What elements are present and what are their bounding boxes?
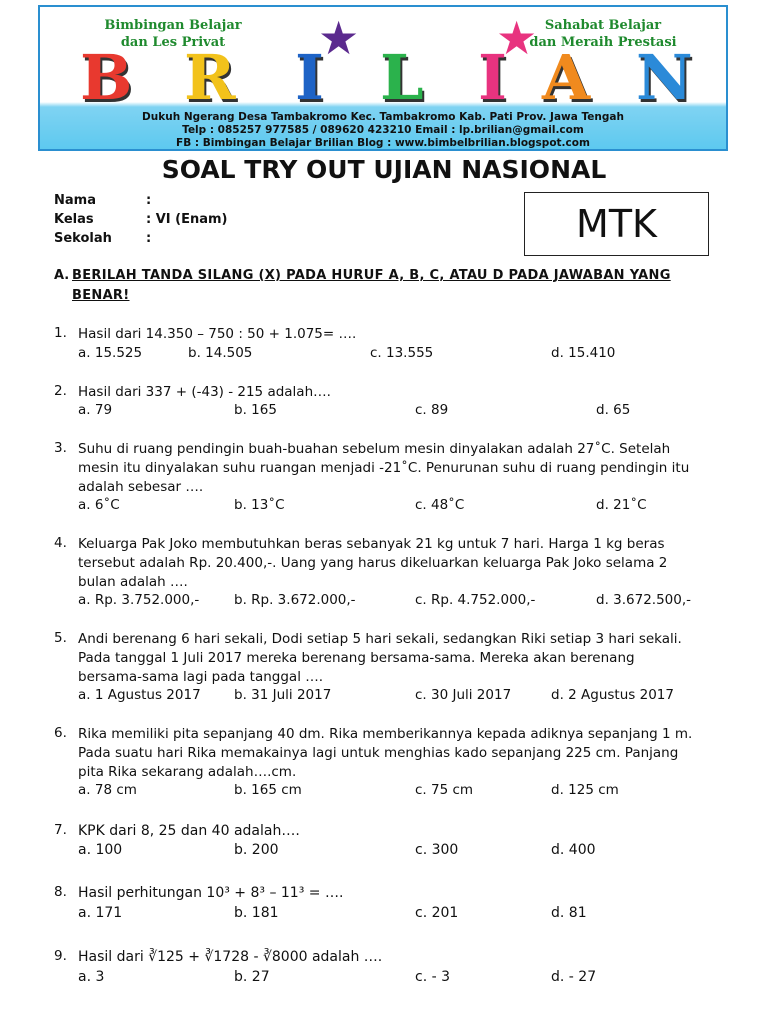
nama-label: Nama [54, 193, 96, 208]
option-d[interactable]: d. 21˚C [596, 497, 647, 513]
option-c[interactable]: c. Rp. 4.752.000,- [415, 592, 536, 608]
option-d[interactable]: d. 125 cm [551, 782, 619, 798]
option-d[interactable]: d. 81 [551, 905, 587, 921]
brand-letter: B [80, 41, 133, 114]
page-title: SOAL TRY OUT UJIAN NASIONAL [161, 155, 607, 184]
question-text: KPK dari 8, 25 dan 40 adalah…. [78, 823, 300, 839]
question-number: 1. [54, 325, 67, 341]
question-number: 8. [54, 884, 67, 900]
option-a[interactable]: a. 79 [78, 402, 113, 418]
option-d[interactable]: d. 3.672.500,- [596, 592, 692, 608]
question-text: Hasil dari 14.350 – 750 : 50 + 1.075= …. [78, 326, 357, 342]
option-d[interactable]: d. 2 Agustus 2017 [551, 687, 674, 703]
option-b[interactable]: b. 165 cm [234, 782, 302, 798]
kelas-value: : VI (Enam) [146, 212, 228, 227]
question-number: 5. [54, 630, 67, 646]
sekolah-label: Sekolah [54, 231, 112, 246]
tagline-right-text: Sahabat Belajar dan Meraih Prestasi [529, 18, 677, 50]
option-b[interactable]: b. 14.505 [188, 345, 253, 361]
question-text-line: Andi berenang 6 hari sekali, Dodi setiap 5 hari sekali, sedangkan Riki setiap 3 hari sekali. [78, 631, 682, 647]
question-text-line: Suhu di ruang pendingin buah-buahan sebelum mesin dinyalakan adalah 27˚C. Setelah [78, 441, 671, 457]
option-c[interactable]: c. 75 cm [415, 782, 474, 798]
question-text-line: Keluarga Pak Joko membutuhkan beras sebanyak 21 kg untuk 7 hari. Harga 1 kg beras [78, 536, 665, 552]
option-a[interactable]: a. 100 [78, 842, 123, 858]
question-text-line: bersama-sama lagi pada tanggal …. [78, 669, 324, 685]
question-number: 7. [54, 822, 67, 838]
option-a[interactable]: a. Rp. 3.752.000,- [78, 592, 200, 608]
option-b[interactable]: b. 31 Juli 2017 [234, 687, 332, 703]
section-letter: A. [54, 268, 70, 283]
option-c[interactable]: c. 30 Juli 2017 [415, 687, 512, 703]
option-a[interactable]: a. 1 Agustus 2017 [78, 687, 201, 703]
question-text-line: pita Rika sekarang adalah….cm. [78, 764, 297, 780]
banner-contact: Telp : 085257 977585 / 089620 423210 Email : lp.brilian@gmail.com [182, 124, 584, 136]
kelas-label: Kelas [54, 212, 94, 227]
option-b[interactable]: b. Rp. 3.672.000,- [234, 592, 356, 608]
option-c[interactable]: c. 48˚C [415, 497, 465, 513]
question-text-line: Pada tanggal 1 Juli 2017 mereka berenang bersama-sama. Mereka akan berenang [78, 650, 635, 666]
question-text-line: mesin itu dinyalakan suhu ruangan menjadi -21˚C. Penurunan suhu di ruang pendingin itu [78, 460, 690, 476]
option-b[interactable]: b. 165 [234, 402, 277, 418]
question-number: 2. [54, 383, 67, 399]
option-c[interactable]: c. - 3 [415, 969, 451, 985]
banner-social: FB : Bimbingan Belajar Brilian Blog : www.bimbelbrilian.blogspot.com [176, 137, 590, 149]
brand-letter: I [478, 41, 508, 114]
star-icon: ★ [318, 11, 360, 65]
option-a[interactable]: a. 78 cm [78, 782, 137, 798]
option-a[interactable]: a. 3 [78, 969, 105, 985]
brand-letter: A [542, 41, 591, 114]
brand-letter: L [380, 41, 424, 114]
option-d[interactable]: d. 15.410 [551, 345, 616, 361]
option-b[interactable]: b. 27 [234, 969, 270, 985]
option-a[interactable]: a. 6˚C [78, 497, 120, 513]
brand-letter: I [295, 41, 325, 114]
option-a[interactable]: a. 15.525 [78, 345, 143, 361]
question-text: Hasil perhitungan 10³ + 8³ – 11³ = …. [78, 885, 344, 901]
instruction-line-2: BENAR! [72, 288, 130, 303]
question-text-line: tersebut adalah Rp. 20.400,-. Uang yang harus dikeluarkan keluarga Pak Joko selama 2 [78, 555, 668, 571]
question-number: 6. [54, 725, 67, 741]
option-c[interactable]: c. 201 [415, 905, 459, 921]
question-text-line: bulan adalah …. [78, 574, 188, 590]
question-text: Hasil dari ∛125 + ∛1728 - ∛8000 adalah …. [78, 949, 383, 965]
nama-value: : [146, 193, 152, 208]
question-text-line: adalah sebesar …. [78, 479, 204, 495]
option-a[interactable]: a. 171 [78, 905, 123, 921]
option-d[interactable]: d. 65 [596, 402, 631, 418]
brand-letter: R [184, 41, 236, 114]
subject-label: MTK [576, 202, 657, 246]
option-d[interactable]: d. - 27 [551, 969, 597, 985]
star-icon: ★ [496, 11, 538, 65]
option-b[interactable]: b. 200 [234, 842, 279, 858]
question-text-line: Pada suatu hari Rika memakainya lagi untuk menghias kado sepanjang 225 cm. Panjang [78, 745, 679, 761]
question-number: 9. [54, 948, 67, 964]
question-number: 4. [54, 535, 67, 551]
instruction-line-1: BERILAH TANDA SILANG (X) PADA HURUF A, B, C, ATAU D PADA JAWABAN YANG [72, 268, 671, 283]
header-banner [38, 5, 728, 151]
option-c[interactable]: c. 89 [415, 402, 449, 418]
banner-address: Dukuh Ngerang Desa Tambakromo Kec. Tambakromo Kab. Pati Prov. Jawa Tengah [142, 111, 624, 123]
option-b[interactable]: b. 181 [234, 905, 279, 921]
option-c[interactable]: c. 300 [415, 842, 459, 858]
question-text-line: Rika memiliki pita sepanjang 40 dm. Rika memberikannya kepada adiknya sepanjang 1 m. [78, 726, 693, 742]
subject-box [524, 192, 709, 256]
option-d[interactable]: d. 400 [551, 842, 596, 858]
option-b[interactable]: b. 13˚C [234, 497, 285, 513]
question-number: 3. [54, 440, 67, 456]
sekolah-value: : [146, 231, 152, 246]
option-c[interactable]: c. 13.555 [370, 345, 434, 361]
brand-letter: N [636, 41, 693, 114]
question-text: Hasil dari 337 + (-43) - 215 adalah…. [78, 384, 331, 400]
tagline-left-text: Bimbingan Belajar dan Les Privat [104, 18, 242, 50]
